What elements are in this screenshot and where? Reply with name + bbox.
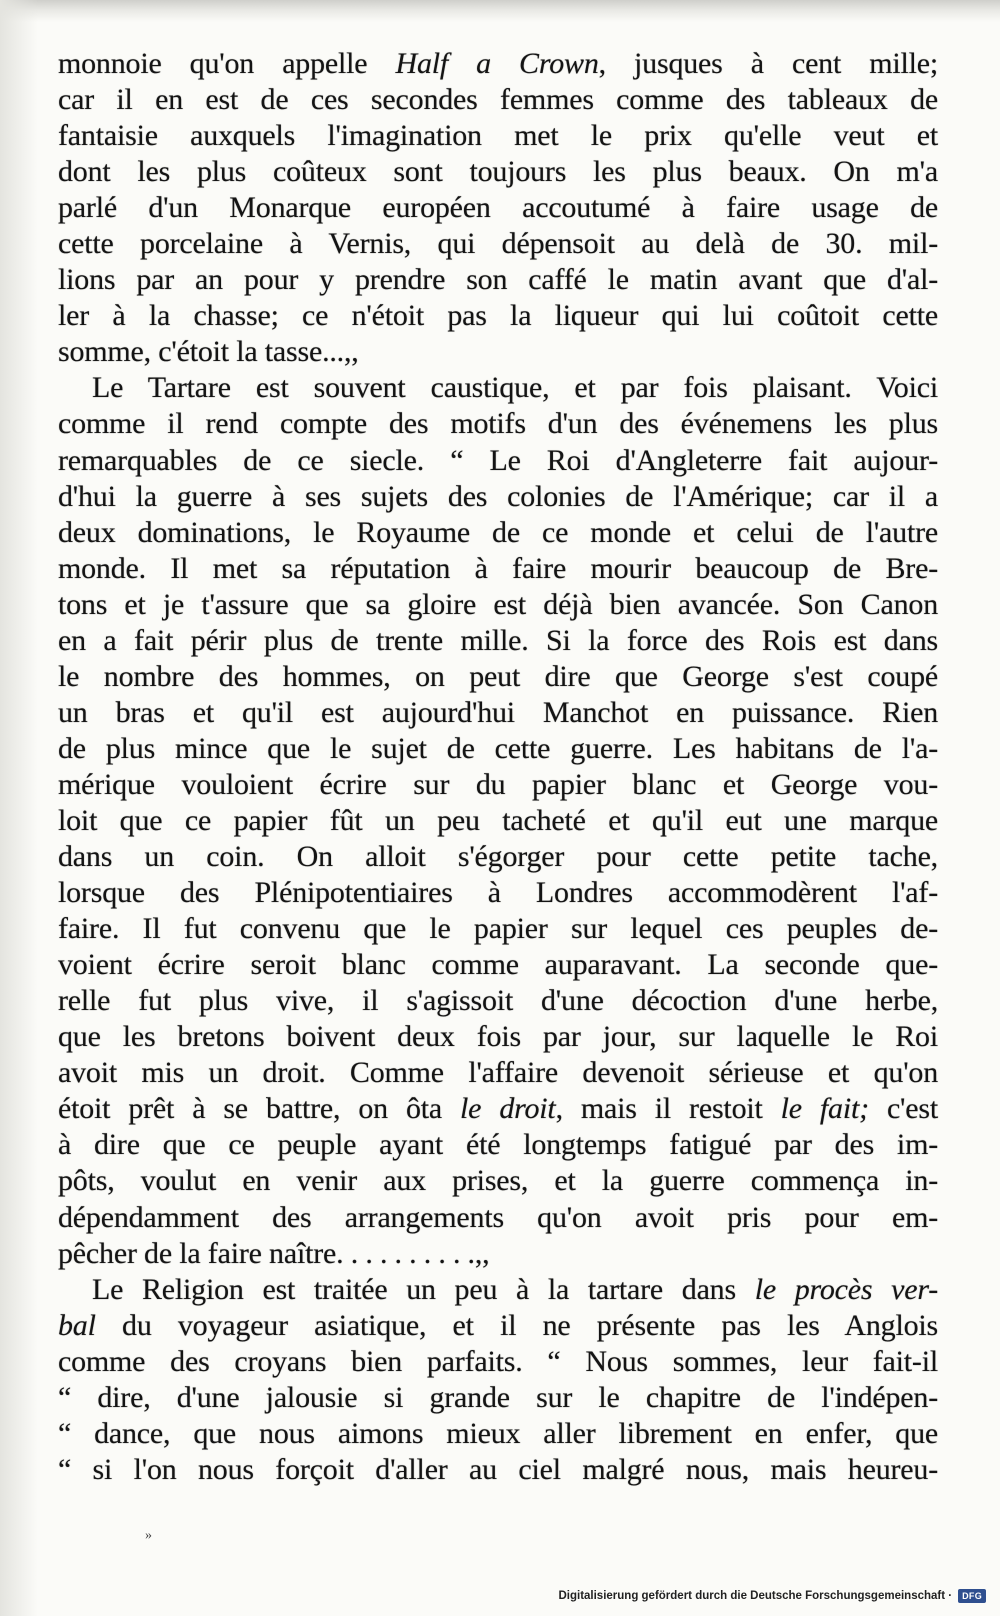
text-segment: voient écrire seroit blanc comme auparavant. La seconde que- xyxy=(58,948,938,982)
text-line xyxy=(58,587,938,623)
text-segment: Le Religion est traitée un peu à la tartare dans xyxy=(92,1272,755,1306)
text-segment: avoit mis un droit. Comme l'affaire devenoit sérieuse et qu'on xyxy=(58,1056,938,1090)
dfg-logo: DFG xyxy=(958,1589,986,1603)
text-segment: un bras et qu'il est aujourd'hui Manchot en puissance. Rien xyxy=(58,695,938,729)
text-line xyxy=(58,695,938,731)
text-line xyxy=(58,767,938,803)
text-line xyxy=(58,947,938,983)
text-line xyxy=(58,1452,938,1488)
text-segment: , mais il restoit xyxy=(555,1092,781,1126)
italic-text-segment: le procès ver- xyxy=(754,1272,938,1306)
text-line xyxy=(58,1416,938,1452)
text-segment: c'est xyxy=(868,1092,938,1126)
text-line xyxy=(58,803,938,839)
text-segment: pêcher de la faire naître. . . . . . . . . .,, xyxy=(58,1236,490,1270)
text-segment: loit que ce papier fût un peu tacheté et qu'il eut une marque xyxy=(58,803,938,837)
text-segment: remarquables de ce siecle. “ Le Roi d'Angleterre fait aujour- xyxy=(58,443,938,477)
text-line xyxy=(58,1308,938,1344)
text-line xyxy=(58,154,938,190)
text-line xyxy=(58,82,938,118)
text-segment: en a fait périr plus de trente mille. Si la force des Rois est dans xyxy=(58,623,938,657)
text-segment: ler à la chasse; ce n'étoit pas la liqueur qui lui coûtoit cette xyxy=(58,299,938,333)
text-line xyxy=(58,1200,938,1236)
text-segment: cette porcelaine à Vernis, qui dépensoit au delà de 30. mil- xyxy=(58,227,938,261)
text-line xyxy=(58,406,938,442)
text-segment: “ dire, d'une jalousie si grande sur le chapitre de l'indépen- xyxy=(58,1380,938,1414)
text-line xyxy=(58,370,938,406)
page-top-edge xyxy=(0,0,1000,22)
text-segment: tons et je t'assure que sa gloire est déjà bien avancée. Son Canon xyxy=(58,587,938,621)
text-line xyxy=(58,1163,938,1199)
text-line xyxy=(58,875,938,911)
text-line xyxy=(58,911,938,947)
text-line xyxy=(58,1380,938,1416)
text-line xyxy=(58,1272,938,1308)
text-segment: faire. Il fut convenu que le papier sur lequel ces peuples de- xyxy=(58,912,938,946)
text-segment: lorsque des Plénipotentiaires à Londres accommodèrent l'af- xyxy=(58,876,938,910)
footer-credit-text: Digitalisierung gefördert durch die Deutsche Forschungsgemeinschaft · xyxy=(558,1590,953,1602)
text-segment: dans un coin. On alloit s'égorger pour cette petite tache, xyxy=(58,840,938,874)
text-segment: fantaisie auxquels l'imagination met le prix qu'elle veut et xyxy=(58,119,938,153)
text-line xyxy=(58,443,938,479)
text-segment: comme il rend compte des motifs d'un des événemens les plus xyxy=(58,407,938,441)
text-line xyxy=(58,226,938,262)
digitization-footer xyxy=(558,1586,986,1606)
text-segment: à dire que ce peuple ayant été longtemps fatigué par des im- xyxy=(58,1128,938,1162)
text-segment: car il en est de ces secondes femmes comme des tableaux de xyxy=(58,83,938,117)
text-line xyxy=(58,731,938,767)
text-line xyxy=(58,1127,938,1163)
text-line xyxy=(58,983,938,1019)
text-line xyxy=(58,623,938,659)
text-segment: étoit prêt à se battre, on ôta xyxy=(58,1092,461,1126)
italic-text-segment: le fait; xyxy=(780,1092,869,1126)
text-segment: monnoie qu'on appelle xyxy=(58,47,396,80)
text-segment: “ si l'on nous forçoit d'aller au ciel malgré nous, mais heureu- xyxy=(58,1452,938,1486)
text-segment: que les bretons boivent deux fois par jour, sur laquelle le Roi xyxy=(58,1020,938,1054)
text-segment: Le Tartare est souvent caustique, et par fois plaisant. Voici xyxy=(92,371,938,405)
text-segment: relle fut plus vive, il s'agissoit d'une décoction d'une herbe, xyxy=(58,984,938,1018)
text-line xyxy=(58,1344,938,1380)
text-segment: , jusques à cent mille; xyxy=(598,47,939,80)
text-line xyxy=(58,1019,938,1055)
page-gutter-shadow xyxy=(0,0,38,1616)
text-segment: dont les plus coûteux sont toujours les plus beaux. On m'a xyxy=(58,155,938,189)
text-segment: mérique vouloient écrire sur du papier blanc et George vou- xyxy=(58,767,938,801)
text-line xyxy=(58,659,938,695)
text-line xyxy=(58,118,938,154)
text-segment: le nombre des hommes, on peut dire que George s'est coupé xyxy=(58,659,938,693)
text-segment: du voyageur asiatique, et il ne présente pas les Anglois xyxy=(95,1308,938,1342)
text-line xyxy=(58,1091,938,1127)
text-line xyxy=(58,262,938,298)
italic-text-segment: le droit xyxy=(460,1092,556,1126)
text-line xyxy=(58,839,938,875)
text-line xyxy=(58,515,938,551)
text-line xyxy=(58,551,938,587)
text-segment: deux dominations, le Royaume de ce monde et celui de l'autre xyxy=(58,515,938,549)
text-segment: monde. Il met sa réputation à faire mourir beaucoup de Bre- xyxy=(58,551,938,585)
text-line xyxy=(58,46,938,82)
text-segment: comme des croyans bien parfaits. “ Nous sommes, leur fait-il xyxy=(58,1344,938,1378)
text-line xyxy=(58,298,938,334)
text-segment: parlé d'un Monarque européen accoutumé à faire usage de xyxy=(58,191,938,225)
text-segment: de plus mince que le sujet de cette guerre. Les habitans de l'a- xyxy=(58,731,938,765)
text-line xyxy=(58,479,938,515)
page-body-text xyxy=(58,46,938,1488)
page-mark: » xyxy=(145,1528,152,1543)
text-segment: “ dance, que nous aimons mieux aller librement en enfer, que xyxy=(58,1416,938,1450)
text-segment: d'hui la guerre à ses sujets des colonies de l'Amérique; car il a xyxy=(58,479,938,513)
text-line xyxy=(58,334,938,370)
text-line xyxy=(58,1236,938,1272)
text-line xyxy=(58,1055,938,1091)
text-segment: somme, c'étoit la tasse...,, xyxy=(58,335,359,369)
italic-text-segment: bal xyxy=(58,1308,96,1342)
italic-text-segment: Half a Crown xyxy=(395,47,599,80)
text-segment: pôts, voulut en venir aux prises, et la guerre commença in- xyxy=(58,1164,938,1198)
text-segment: dépendamment des arrangements qu'on avoit pris pour em- xyxy=(58,1200,938,1234)
text-segment: lions par an pour y prendre son caffé le matin avant que d'al- xyxy=(58,263,938,297)
text-line xyxy=(58,190,938,226)
